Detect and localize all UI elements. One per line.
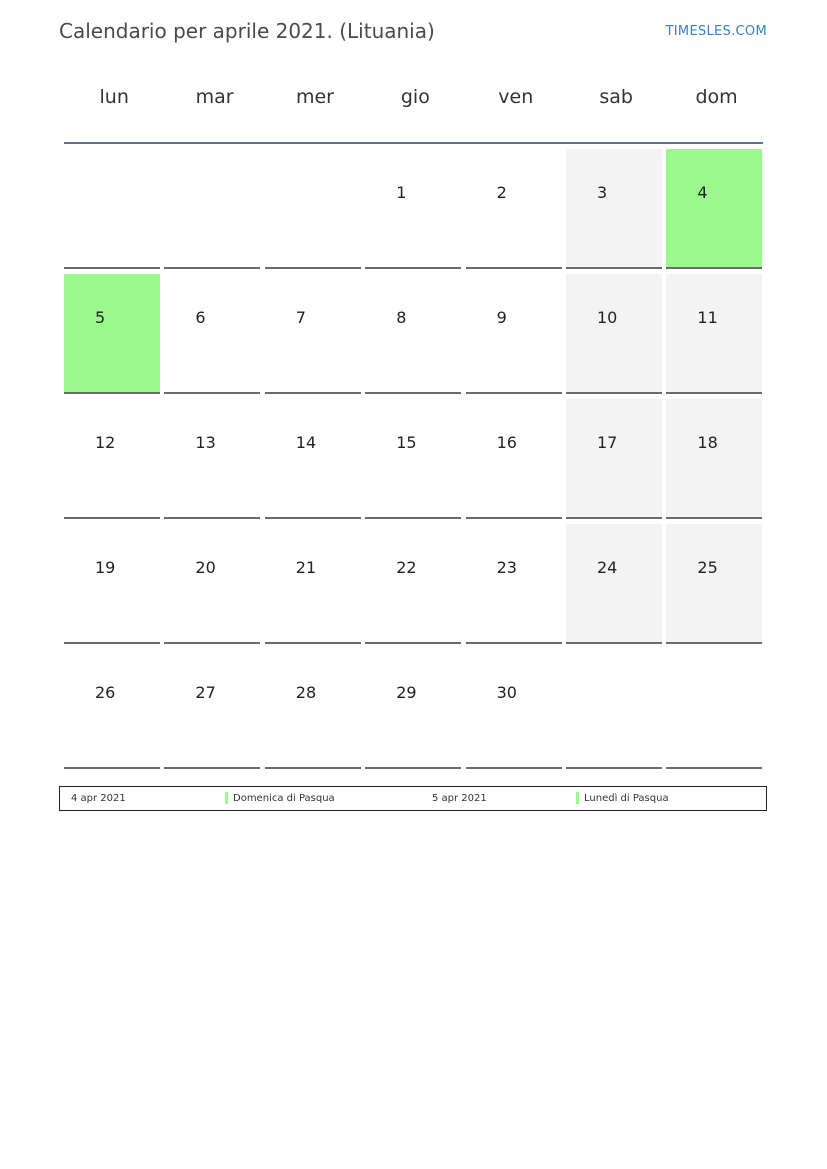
weekday-label: ven — [498, 86, 534, 108]
day-cell[interactable] — [666, 399, 762, 519]
day-cell[interactable] — [365, 399, 461, 519]
holiday-date: 4 apr 2021 — [71, 793, 126, 804]
day-number: 10 — [597, 308, 618, 327]
day-number: 11 — [697, 308, 718, 327]
holiday-name: Lunedì di Pasqua — [584, 793, 669, 804]
day-cell[interactable] — [265, 649, 361, 769]
day-cell[interactable] — [566, 399, 662, 519]
day-number: 13 — [195, 433, 216, 452]
day-cell[interactable] — [64, 274, 160, 394]
day-cell[interactable] — [566, 149, 662, 269]
weekday-label: gio — [400, 86, 430, 108]
day-number: 8 — [396, 308, 407, 327]
day-cell[interactable] — [365, 274, 461, 394]
day-cell[interactable] — [365, 524, 461, 644]
day-cell[interactable] — [466, 524, 562, 644]
header-divider — [64, 142, 763, 144]
day-number: 3 — [597, 183, 608, 202]
weekday-label: mar — [195, 86, 234, 108]
day-cell[interactable] — [164, 274, 260, 394]
day-cell[interactable] — [566, 524, 662, 644]
weekday-label: mer — [295, 86, 334, 108]
day-cell[interactable] — [466, 274, 562, 394]
empty-day-cell — [64, 149, 160, 269]
day-number: 27 — [195, 683, 216, 702]
day-cell[interactable] — [265, 399, 361, 519]
day-number: 20 — [195, 558, 216, 577]
day-cell[interactable] — [64, 399, 160, 519]
week-row — [64, 274, 763, 395]
day-number: 2 — [496, 183, 507, 202]
day-number: 19 — [95, 558, 116, 577]
page-title: Calendario per aprile 2021. (Lituania) — [59, 19, 435, 43]
day-number: 5 — [95, 308, 106, 327]
week-row — [64, 399, 763, 520]
day-number: 24 — [597, 558, 618, 577]
day-cell[interactable] — [265, 524, 361, 644]
day-number: 6 — [195, 308, 206, 327]
holiday-color-marker — [225, 792, 228, 804]
day-cell[interactable] — [365, 649, 461, 769]
day-cell[interactable] — [466, 649, 562, 769]
day-number: 12 — [95, 433, 116, 452]
day-cell[interactable] — [666, 274, 762, 394]
weekday-label: lun — [99, 86, 129, 108]
holiday-legend — [59, 786, 767, 811]
day-cell[interactable] — [265, 274, 361, 394]
day-cell[interactable] — [365, 149, 461, 269]
day-number: 21 — [295, 558, 317, 577]
day-number: 16 — [496, 433, 517, 452]
day-number: 18 — [697, 433, 718, 452]
day-cell[interactable] — [666, 149, 762, 269]
empty-day-cell — [666, 649, 762, 769]
day-number: 23 — [496, 558, 517, 577]
empty-day-cell — [265, 149, 361, 269]
day-number: 1 — [396, 183, 407, 202]
day-number: 7 — [295, 308, 306, 327]
day-number: 14 — [295, 433, 317, 452]
weekday-label: sab — [599, 86, 633, 108]
day-number: 15 — [396, 433, 417, 452]
day-cell[interactable] — [64, 649, 160, 769]
day-cell[interactable] — [466, 399, 562, 519]
holiday-color-marker — [576, 792, 579, 804]
day-cell[interactable] — [164, 399, 260, 519]
week-row — [64, 524, 763, 645]
day-number: 26 — [95, 683, 116, 702]
day-cell[interactable] — [566, 274, 662, 394]
site-link[interactable]: TIMESLES.COM — [665, 24, 767, 39]
day-cell[interactable] — [164, 524, 260, 644]
empty-day-cell — [566, 649, 662, 769]
day-cell[interactable] — [164, 649, 260, 769]
weekday-header — [64, 86, 763, 122]
day-number: 30 — [496, 683, 517, 702]
day-number: 25 — [697, 558, 718, 577]
weekday-label: dom — [695, 86, 738, 108]
empty-day-cell — [164, 149, 260, 269]
day-number: 9 — [496, 308, 507, 327]
week-row — [64, 649, 763, 770]
day-cell[interactable] — [64, 524, 160, 644]
day-number: 22 — [396, 558, 417, 577]
day-number: 28 — [295, 683, 317, 702]
holiday-date: 5 apr 2021 — [432, 793, 487, 804]
day-number: 17 — [597, 433, 618, 452]
holiday-name: Domenica di Pasqua — [233, 793, 335, 804]
day-cell[interactable] — [466, 149, 562, 269]
day-cell[interactable] — [666, 524, 762, 644]
day-number: 29 — [396, 683, 417, 702]
day-number: 4 — [697, 183, 708, 202]
week-row — [64, 149, 763, 270]
